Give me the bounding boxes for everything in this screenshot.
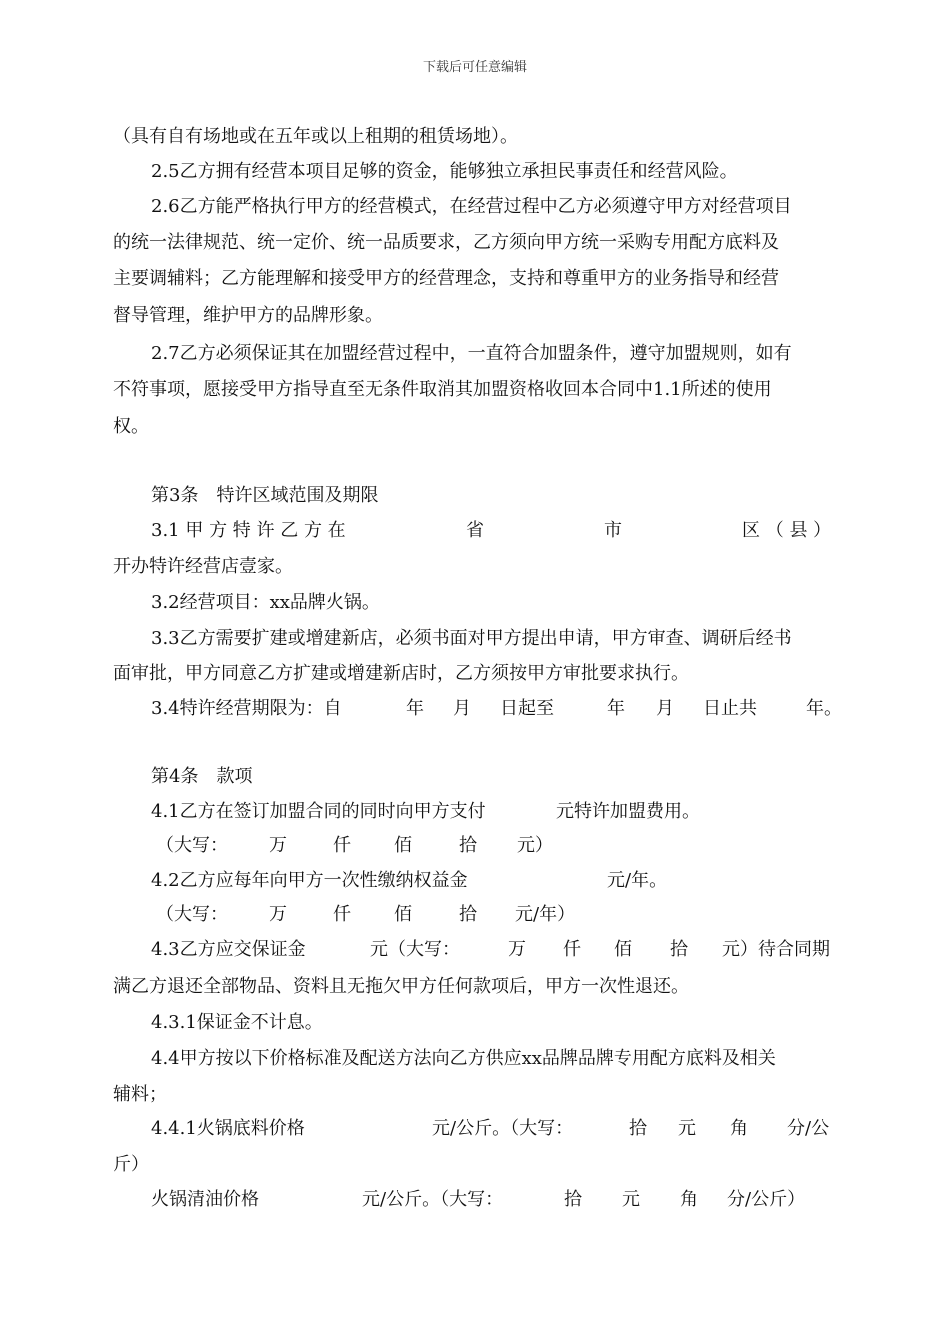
blank-label: 角 xyxy=(730,1118,748,1139)
blank-label: 元 xyxy=(678,1118,696,1139)
blank-label: 分/公 xyxy=(787,1118,830,1139)
clause-4-3-1: 4.3.1保证金不计息。 xyxy=(151,1012,323,1033)
blank-label: 元（大写： xyxy=(370,939,460,960)
blank-label: 佰 xyxy=(394,904,412,925)
blank-label: 万 xyxy=(508,939,526,960)
blank-label: 元） xyxy=(517,835,553,856)
blank-label: 角 xyxy=(680,1189,698,1210)
blank-label: 万 xyxy=(269,904,287,925)
clause-2-7: 2.7乙方必须保证其在加盟经营过程中，一直符合加盟条件，遵守加盟规则，如有 xyxy=(151,343,792,364)
text-line: （具有自有场地或在五年或以上租期的租赁场地）。 xyxy=(113,126,518,147)
blank-label: 仟 xyxy=(333,835,351,856)
blank-label: 佰 xyxy=(614,939,632,960)
blank-label: 年 xyxy=(607,698,625,719)
blank-label: 月 xyxy=(453,698,471,719)
clause-4-3: 4.3乙方应交保证金 xyxy=(151,939,306,960)
clause-3-1: 3.1 甲 方 特 许 乙 方 在 xyxy=(151,520,346,541)
article-3-title: 第3条 特许区域范围及期限 xyxy=(151,485,379,506)
text-line: 的统一法律规范、统一定价、统一品质要求，乙方须向甲方统一采购专用配方底料及 xyxy=(113,232,779,253)
blank-label: 拾 xyxy=(670,939,688,960)
text-line: 开办特许经营店壹家。 xyxy=(113,556,293,577)
clause-4-4-1: 4.4.1火锅底料价格 xyxy=(151,1118,305,1139)
blank-label: 年。 xyxy=(806,698,842,719)
blank-label: 拾 xyxy=(459,904,477,925)
blank-label: 日止共 xyxy=(703,698,757,719)
blank-label: 日起至 xyxy=(500,698,554,719)
clause-4-1: 4.1乙方在签订加盟合同的同时向甲方支付 xyxy=(151,801,486,822)
clause-4-4: 4.4甲方按以下价格标准及配送方法向乙方供应xx品牌品牌专用配方底料及相关 xyxy=(151,1048,776,1069)
text-line: 满乙方退还全部物品、资料且无拖欠甲方任何款项后，甲方一次性退还。 xyxy=(113,976,689,997)
clause-4-2: 4.2乙方应每年向甲方一次性缴纳权益金 xyxy=(151,870,468,891)
article-4-title: 第4条 款项 xyxy=(151,766,253,787)
text-line: 斤） xyxy=(113,1154,149,1175)
clause-3-4: 3.4特许经营期限为：自 xyxy=(151,698,342,719)
amount-words-label: （大写： xyxy=(156,904,228,925)
text-line: 主要调辅料；乙方能理解和接受甲方的经营理念，支持和尊重甲方的业务指导和经营 xyxy=(113,268,779,289)
blank-label: 元/公斤。（大写： xyxy=(432,1118,574,1139)
clause-2-5: 2.5乙方拥有经营本项目足够的资金，能够独立承担民事责任和经营风险。 xyxy=(151,161,738,182)
blank-label: 年 xyxy=(406,698,424,719)
blank-label: 元/年） xyxy=(515,904,576,925)
text-line: 督导管理，维护甲方的品牌形象。 xyxy=(113,305,383,326)
blank-label: 分/公斤） xyxy=(727,1189,806,1210)
blank-label: 元/公斤。（大写： xyxy=(362,1189,504,1210)
blank-label: 拾 xyxy=(629,1118,647,1139)
clause-2-6: 2.6乙方能严格执行甲方的经营模式，在经营过程中乙方必须遵守甲方对经营项目 xyxy=(151,196,792,217)
clause-3-3: 3.3乙方需要扩建或增建新店，必须书面对甲方提出申请，甲方审查、调研后经书 xyxy=(151,628,792,649)
blank-label: 省 xyxy=(466,520,484,541)
blank-label: 区 （ 县 ） xyxy=(742,520,832,541)
text-line: 辅料； xyxy=(113,1084,167,1105)
blank-label: 月 xyxy=(656,698,674,719)
text-line: 不符事项，愿接受甲方指导直至无条件取消其加盟资格收回本合同中1.1所述的使用 xyxy=(113,379,772,400)
blank-label: 仟 xyxy=(333,904,351,925)
blank-label: 拾 xyxy=(459,835,477,856)
blank-label: 元特许加盟费用。 xyxy=(556,801,700,822)
blank-label: 市 xyxy=(604,520,622,541)
blank-label: 仟 xyxy=(563,939,581,960)
blank-label: 万 xyxy=(269,835,287,856)
text-line: 面审批，甲方同意乙方扩建或增建新店时，乙方须按甲方审批要求执行。 xyxy=(113,663,689,684)
blank-label: 元 xyxy=(622,1189,640,1210)
text-line: 权。 xyxy=(113,416,149,437)
blank-label: 元/年。 xyxy=(607,870,668,891)
blank-label: 佰 xyxy=(394,835,412,856)
blank-label: 拾 xyxy=(564,1189,582,1210)
hotpot-oil-price-label: 火锅清油价格 xyxy=(151,1189,259,1210)
page-header: 下载后可任意编辑 xyxy=(422,60,527,75)
clause-3-2: 3.2经营项目：xx品牌火锅。 xyxy=(151,592,380,613)
amount-words-label: （大写： xyxy=(156,835,228,856)
blank-label: 元）待合同期 xyxy=(722,939,830,960)
